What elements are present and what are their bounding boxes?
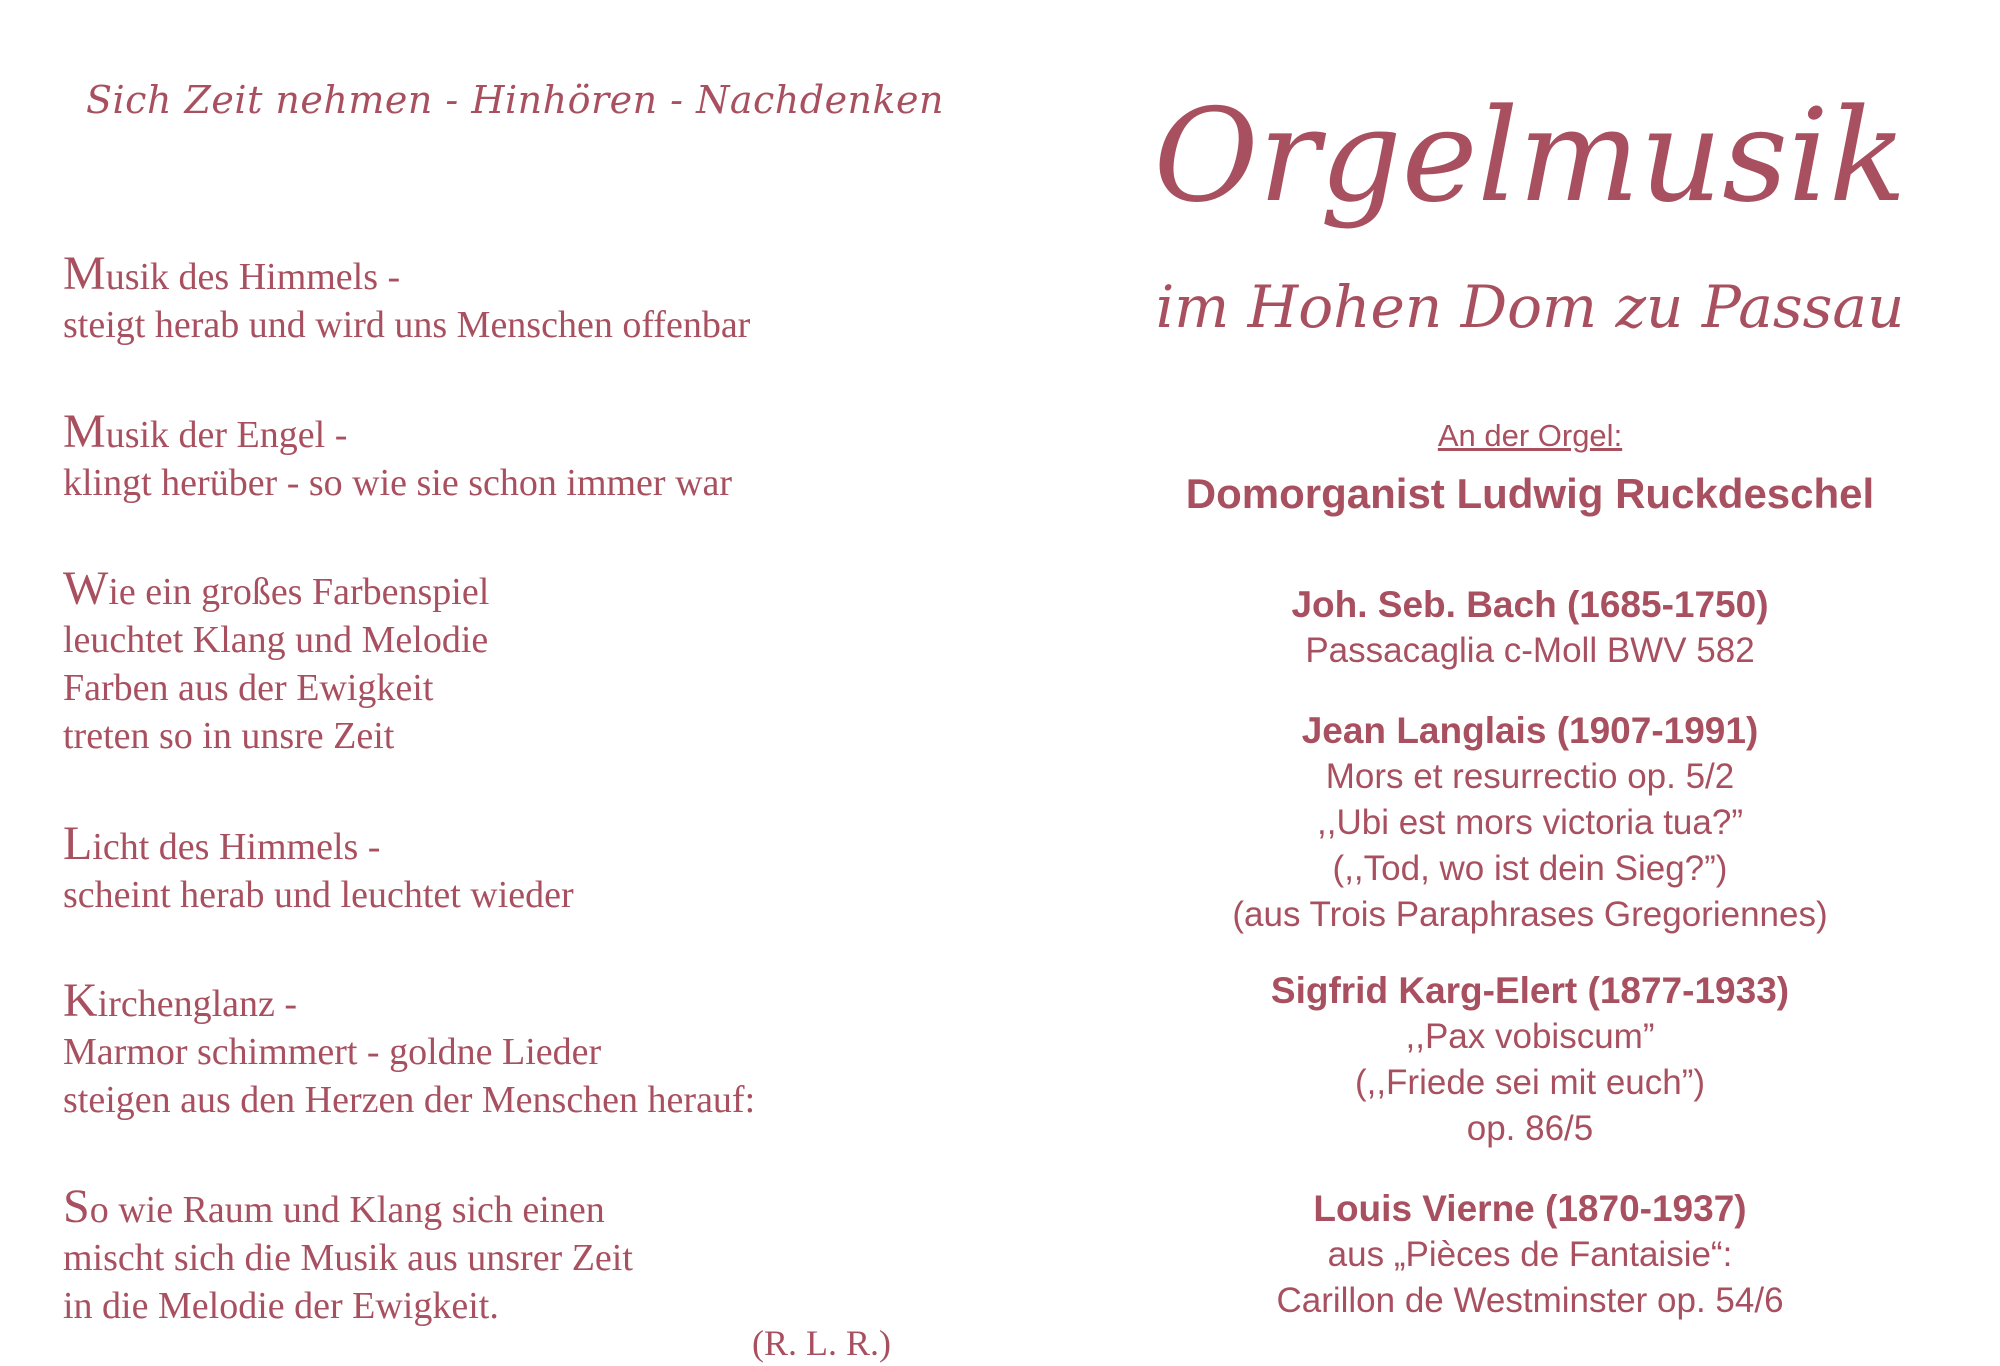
stanza-line: Kirchenglanz -	[63, 974, 298, 1027]
stanza-line: So wie Raum und Klang sich einen	[63, 1180, 605, 1233]
stanza-5	[63, 974, 963, 1124]
composer-name: Louis Vierne (1870-1937)	[1313, 1188, 1747, 1229]
stanza-3	[63, 562, 963, 760]
stanza-line: Wie ein großes Farbenspiel	[63, 562, 490, 615]
stanza-line: Marmor schimmert - goldne Lieder	[63, 1031, 602, 1073]
stanza-line: treten so in unsre Zeit	[63, 715, 395, 757]
stanza-2	[63, 405, 963, 507]
drop-initial: W	[63, 562, 109, 615]
stanza-line: Licht des Himmels -	[63, 817, 381, 870]
stanza-6	[63, 1180, 963, 1330]
stanza-4	[63, 817, 963, 919]
composer-name: Sigfrid Karg-Elert (1877-1933)	[1270, 970, 1790, 1011]
page-subtitle: im Hohen Dom zu Passau	[1155, 273, 1905, 341]
stanza-line: leuchtet Klang und Melodie	[63, 619, 489, 661]
work-title: Carillon de Westminster op. 54/6	[1276, 1281, 1784, 1320]
stanza-line: Musik des Himmels -	[63, 247, 401, 300]
composer-name: Jean Langlais (1907-1991)	[1301, 710, 1759, 751]
work-title: ,,Ubi est mors victoria tua?”	[1317, 803, 1743, 842]
work-title: Passacaglia c-Moll BWV 582	[1305, 631, 1755, 670]
stanza-line: scheint herab und leuchtet wieder	[63, 874, 574, 916]
stanza-line: mischt sich die Musik aus unsrer Zeit	[63, 1237, 633, 1279]
work-title: (,,Tod, wo ist dein Sieg?”)	[1332, 849, 1728, 888]
program-item-langlais	[1080, 708, 1980, 938]
drop-initial: L	[63, 817, 93, 870]
performer-label: An der Orgel:	[1437, 418, 1623, 453]
performer-name: Domorganist Ludwig Ruckdeschel	[1185, 470, 1875, 517]
work-title: ,,Pax vobiscum”	[1405, 1017, 1655, 1056]
program-item-karg-elert	[1080, 968, 1980, 1152]
work-title: (,,Friede sei mit euch”)	[1354, 1063, 1706, 1102]
stanza-line: steigt herab und wird uns Menschen offenbar	[63, 304, 751, 346]
drop-initial: M	[63, 247, 106, 300]
motto: Sich Zeit nehmen - Hinhören - Nachdenken	[86, 78, 945, 122]
program-item-vierne	[1080, 1186, 1980, 1324]
drop-initial: M	[63, 405, 106, 458]
work-title: Mors et resurrectio op. 5/2	[1325, 757, 1735, 796]
program-item-bach	[1080, 582, 1980, 674]
drop-initial: S	[63, 1180, 90, 1233]
stanza-line: Farben aus der Ewigkeit	[63, 667, 434, 709]
stanza-1	[63, 247, 963, 349]
composer-name: Joh. Seb. Bach (1685-1750)	[1291, 584, 1769, 625]
work-title: (aus Trois Paraphrases Gregoriennes)	[1232, 895, 1828, 934]
drop-initial: K	[63, 974, 98, 1027]
work-title: op. 86/5	[1466, 1109, 1594, 1148]
work-title: aus „Pièces de Fantaisie“:	[1327, 1235, 1733, 1274]
program-panel	[1080, 0, 1980, 1366]
stanza-line: in die Melodie der Ewigkeit.	[63, 1285, 499, 1327]
poem-signature: (R. L. R.)	[752, 1323, 891, 1363]
stanza-line: Musik der Engel -	[63, 405, 348, 458]
stanza-line: klingt herüber - so wie sie schon immer war	[63, 462, 733, 504]
page-title: Orgelmusik	[1153, 82, 1907, 231]
stanza-line: steigen aus den Herzen der Menschen herauf:	[63, 1079, 756, 1121]
